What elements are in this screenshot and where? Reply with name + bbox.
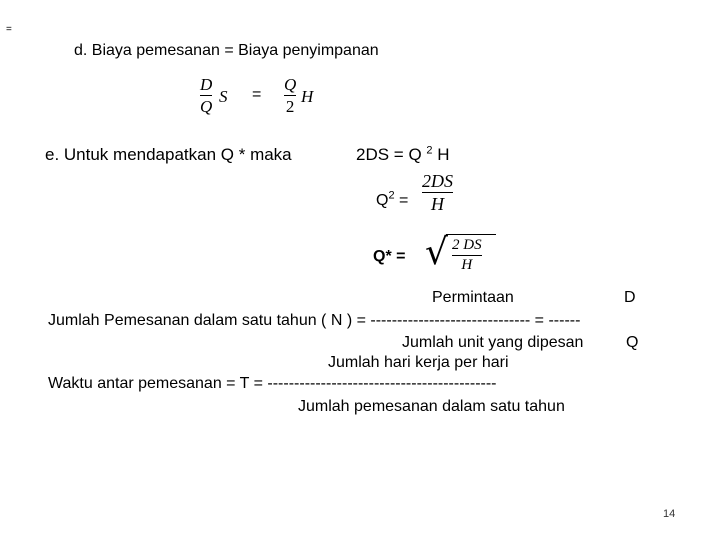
n-main-line: Jumlah Pemesanan dalam satu tahun ( N ) = ------------------------------ = ------ <box>48 312 581 329</box>
var-h: H <box>301 87 314 106</box>
q2-base: Q <box>376 192 389 209</box>
equation-tail: H <box>432 145 450 164</box>
line-e-text: e. Untuk mendapatkan Q * maka <box>45 145 292 164</box>
n-bottom-right: Q <box>626 334 639 351</box>
fraction-numerator: 2DS <box>422 171 453 191</box>
fraction-q-over-2 <box>284 76 296 115</box>
q2-label <box>376 189 409 210</box>
page-number: 14 <box>663 508 676 520</box>
line-d-text: d. Biaya pemesanan = Biaya penyimpanan <box>74 42 379 59</box>
fraction-denominator: 2 <box>285 97 295 116</box>
equation-exponent: 2 <box>426 144 433 157</box>
fraction-denominator: H <box>431 194 444 214</box>
n-top-label: Permintaan <box>432 289 514 306</box>
var-s: S <box>219 87 228 106</box>
fraction-bar <box>200 95 212 96</box>
qstar-label: Q* = <box>373 248 406 265</box>
fraction-denominator: H <box>461 257 473 273</box>
fraction-bar <box>452 255 482 256</box>
fraction-numerator: 2 DS <box>452 237 482 253</box>
fraction-numerator: Q <box>284 75 297 94</box>
q2-exponent: 2 <box>388 189 395 202</box>
t-bottom-label: Jumlah pemesanan dalam satu tahun <box>298 398 565 415</box>
fraction-2ds-over-h <box>422 172 453 213</box>
fraction-bar <box>284 95 296 96</box>
t-main-line: Waktu antar pemesanan = T = ------------------------------------------- <box>48 375 497 392</box>
equation-base: 2DS = Q <box>356 145 427 164</box>
equation-2ds <box>356 145 450 165</box>
square-root-icon: √ <box>425 232 448 273</box>
equals-sign: = <box>252 86 262 103</box>
n-top-right: D <box>624 289 636 306</box>
t-top-label: Jumlah hari kerja per hari <box>328 354 509 371</box>
fraction-denominator: Q <box>200 97 213 116</box>
fraction-2ds-over-h-root <box>452 238 482 273</box>
fraction-numerator: D <box>200 75 213 94</box>
radical-bar <box>446 234 496 235</box>
n-bottom-label: Jumlah unit yang dipesan <box>402 334 584 351</box>
q2-equals: = <box>394 192 409 209</box>
fraction-bar <box>422 192 453 193</box>
corner-mark: = <box>6 24 12 35</box>
fraction-d-over-q <box>200 76 212 115</box>
